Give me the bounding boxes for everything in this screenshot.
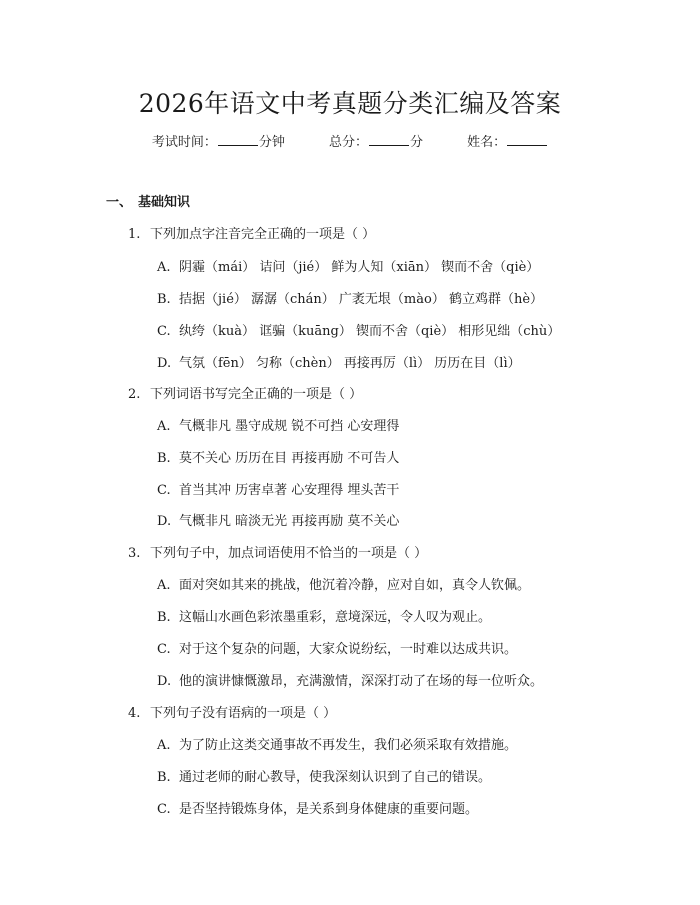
option-text: 是否坚持锻炼身体，是关系到身体健康的重要问题。 — [179, 802, 479, 817]
question-3-option-a — [157, 574, 530, 593]
score-label: 总分： — [328, 135, 368, 150]
question-2 — [128, 383, 362, 402]
option-letter: A. — [157, 260, 171, 275]
time-label: 考试时间： — [151, 135, 217, 150]
question-1-option-b — [157, 288, 543, 307]
section-heading — [106, 191, 190, 210]
question-number: 4. — [128, 706, 141, 721]
question-1 — [128, 223, 375, 242]
option-letter: D. — [157, 356, 172, 371]
question-4-option-b — [157, 766, 491, 785]
question-text: 下列句子没有语病的一项是（ ） — [150, 706, 337, 721]
question-4-option-c — [157, 798, 478, 817]
option-text: 对于这个复杂的问题，大家众说纷纭，一时难以达成共识。 — [179, 642, 518, 657]
question-3-option-b — [157, 606, 491, 625]
page-title: 2026年语文中考真题分类汇编及答案 — [138, 89, 562, 118]
option-letter: B. — [157, 451, 171, 466]
question-4-option-a — [157, 734, 517, 753]
option-text: 气氛（fēn） 匀称（chèn） 再接再厉（lì） 历历在目（lì） — [179, 356, 521, 371]
option-text: 莫不关心 历历在目 再接再励 不可告人 — [179, 451, 400, 466]
question-text: 下列加点字注音完全正确的一项是（ ） — [150, 227, 376, 242]
question-2-option-a — [157, 415, 399, 434]
question-text: 下列句子中，加点词语使用不恰当的一项是（ ） — [150, 546, 428, 561]
option-letter: C. — [157, 642, 171, 657]
question-number: 1. — [128, 227, 141, 242]
question-3 — [128, 542, 427, 561]
option-text: 气概非凡 暗淡无光 再接再励 莫不关心 — [179, 514, 400, 529]
question-4 — [128, 702, 336, 721]
name-field — [467, 135, 548, 150]
question-3-option-d — [157, 670, 543, 689]
exam-info-line — [0, 131, 700, 150]
option-letter: C. — [157, 802, 171, 817]
option-text: 阴霾（mái） 诘问（jié） 鲜为人知（xiān） 锲而不舍（qiè） — [179, 260, 540, 275]
name-blank — [507, 133, 547, 146]
time-unit: 分钟 — [258, 135, 285, 150]
option-letter: B. — [157, 292, 171, 307]
option-letter: D. — [157, 674, 172, 689]
option-letter: A. — [157, 738, 171, 753]
option-letter: A. — [157, 578, 171, 593]
option-letter: A. — [157, 419, 171, 434]
option-letter: D. — [157, 514, 172, 529]
option-letter: B. — [157, 610, 171, 625]
question-text: 下列词语书写完全正确的一项是（ ） — [150, 387, 363, 402]
option-text: 拮据（jié） 潺潺（chán） 广袤无垠（mào） 鹤立鸡群（hè） — [179, 292, 544, 307]
option-letter: C. — [157, 483, 171, 498]
question-number: 2. — [128, 387, 141, 402]
question-1-option-c — [157, 320, 560, 339]
question-number: 3. — [128, 546, 141, 561]
name-label: 姓名： — [467, 135, 507, 150]
time-blank — [218, 133, 258, 146]
option-text: 为了防止这类交通事故不再发生，我们必须采取有效措施。 — [179, 738, 518, 753]
score-blank — [369, 133, 409, 146]
option-text: 通过老师的耐心教导，使我深刻认识到了自己的错误。 — [179, 770, 492, 785]
question-1-option-d — [157, 352, 521, 371]
option-letter: C. — [157, 324, 171, 339]
score-field — [329, 135, 423, 150]
question-2-option-b — [157, 447, 399, 466]
section-number: 一、 — [106, 195, 133, 210]
question-1-option-a — [157, 256, 539, 275]
option-text: 首当其冲 历害卓著 心安理得 埋头苦干 — [179, 483, 400, 498]
section-title: 基础知识 — [138, 195, 191, 210]
question-3-option-c — [157, 638, 517, 657]
option-text: 气概非凡 墨守成规 锐不可挡 心安理得 — [179, 419, 400, 434]
option-text: 他的演讲慷慨激昂，充满激情，深深打动了在场的每一位听众。 — [179, 674, 544, 689]
question-2-option-c — [157, 479, 399, 498]
option-text: 纨绔（kuà） 诓骗（kuāng） 锲而不舍（qiè） 相形见绌（chù） — [179, 324, 561, 339]
time-field — [152, 135, 285, 150]
option-text: 这幅山水画色彩浓墨重彩，意境深远，令人叹为观止。 — [179, 610, 492, 625]
score-unit: 分 — [410, 135, 424, 150]
option-text: 面对突如其来的挑战，他沉着冷静，应对自如，真令人钦佩。 — [179, 578, 531, 593]
option-letter: B. — [157, 770, 171, 785]
question-2-option-d — [157, 510, 399, 529]
